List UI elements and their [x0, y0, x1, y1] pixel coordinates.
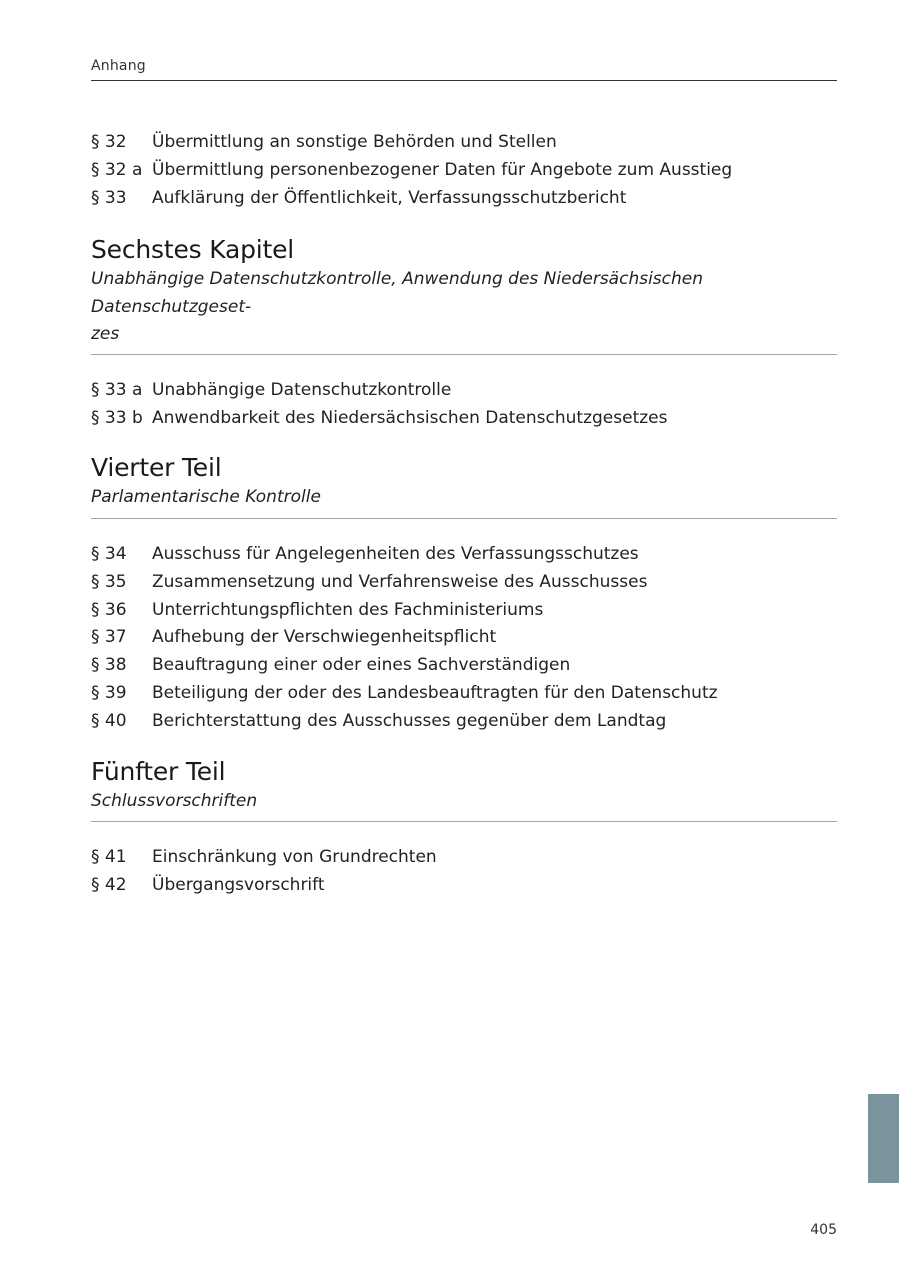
section-rule — [91, 518, 837, 519]
section-number: § 36 — [91, 599, 127, 620]
section-heading: Ausschuss für Angelegenheiten des Verfassungsschutzes — [152, 543, 639, 564]
part-title: Vierter Teil — [91, 453, 222, 483]
section-number: § 33 — [91, 187, 127, 208]
toc-entry — [91, 872, 837, 900]
toc-entry — [91, 680, 837, 708]
part-vierter-teil — [91, 452, 837, 735]
section-number: § 42 — [91, 874, 127, 895]
section-heading: Zusammensetzung und Verfahrensweise des Ausschusses — [152, 571, 648, 592]
section-rule — [91, 821, 837, 822]
toc-entry — [91, 185, 837, 213]
toc-entry — [91, 541, 837, 569]
part-title: Fünfter Teil — [91, 756, 226, 786]
chapter-subtitle-line-1: Unabhängige Datenschutzkontrolle, Anwendung des Niedersächsischen Datenschutzgeset- — [91, 269, 704, 317]
running-header: Anhang — [91, 58, 146, 74]
toc-entry — [91, 569, 837, 597]
section-heading: Übermittlung an sonstige Behörden und Stellen — [152, 132, 557, 152]
chapter-sechstes-kapitel — [91, 234, 837, 432]
section-number: § 33 a — [91, 379, 143, 400]
section-number: § 40 — [91, 710, 127, 731]
chapter-subtitle — [91, 266, 837, 349]
part-fuenfter-teil — [91, 756, 837, 900]
toc-entry — [91, 708, 837, 736]
section-heading: Unabhängige Datenschutzkontrolle — [152, 379, 452, 400]
page-number: 405 — [810, 1222, 837, 1238]
section-heading: Beteiligung der oder des Landesbeauftragten für den Datenschutz — [152, 682, 718, 703]
section-number: § 38 — [91, 655, 127, 676]
intro-entry-list — [91, 129, 837, 212]
toc-entry — [91, 624, 837, 652]
section-heading: Unterrichtungspflichten des Fachministeriums — [152, 599, 544, 620]
section-number: § 32 — [91, 132, 127, 152]
toc-entry — [91, 405, 837, 433]
section-number: § 32 a — [91, 159, 143, 180]
section-number: § 41 — [91, 847, 127, 868]
section-heading: Berichterstattung des Ausschusses gegenüber dem Landtag — [152, 710, 667, 731]
chapter-thumb-tab — [868, 1094, 899, 1183]
chapter-title: Sechstes Kapitel — [91, 235, 295, 265]
section-heading: Übergangsvorschrift — [152, 874, 325, 895]
section-number: § 35 — [91, 571, 127, 592]
section-heading: Übermittlung personenbezogener Daten für Angebote zum Ausstieg — [152, 159, 733, 180]
part-subtitle: Parlamentarische Kontrolle — [91, 487, 321, 508]
section-number: § 37 — [91, 627, 127, 648]
chapter-subtitle-line-2: zes — [91, 324, 120, 345]
toc-entry — [91, 377, 837, 405]
part-entry-list — [91, 844, 837, 900]
toc-entry — [91, 157, 837, 185]
toc-entry — [91, 597, 837, 625]
section-heading: Beauftragung einer oder eines Sachverständigen — [152, 655, 571, 676]
section-number: § 34 — [91, 543, 127, 564]
section-heading: Anwendbarkeit des Niedersächsischen Datenschutzgesetzes — [152, 407, 668, 428]
toc-entry — [91, 652, 837, 680]
section-rule — [91, 354, 837, 355]
section-heading: Aufhebung der Verschwiegenheitspflicht — [152, 627, 497, 648]
section-heading: Aufklärung der Öffentlichkeit, Verfassungsschutzbericht — [152, 187, 627, 208]
section-number: § 33 b — [91, 407, 143, 428]
table-of-contents — [91, 129, 837, 900]
chapter-entry-list — [91, 377, 837, 433]
toc-entry — [91, 129, 837, 157]
part-subtitle: Schlussvorschriften — [91, 790, 258, 811]
section-heading: Einschränkung von Grundrechten — [152, 847, 437, 868]
part-entry-list — [91, 541, 837, 736]
header-rule — [91, 80, 837, 81]
section-number: § 39 — [91, 682, 127, 703]
toc-entry — [91, 844, 837, 872]
